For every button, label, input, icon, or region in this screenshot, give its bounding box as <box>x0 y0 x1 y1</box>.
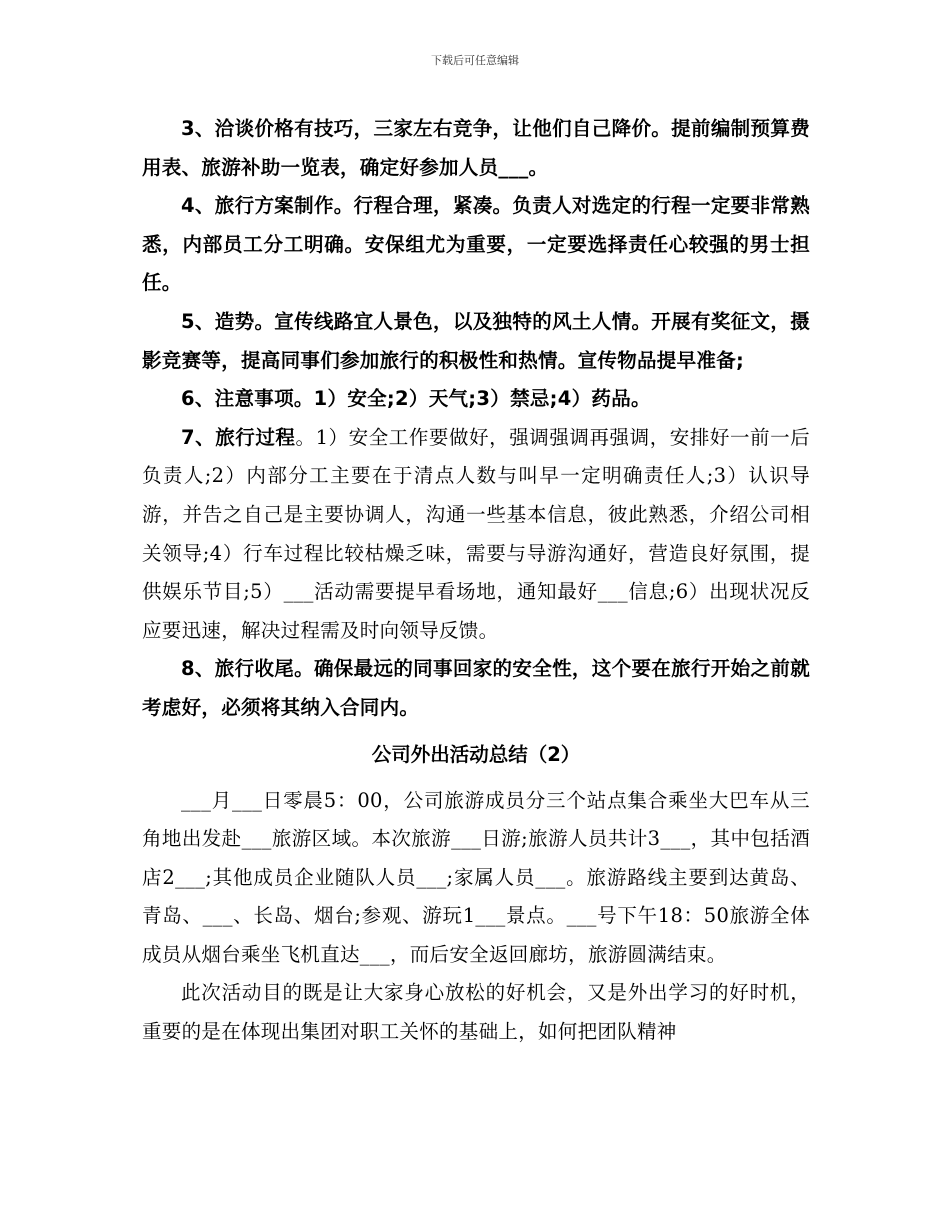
paragraph-item-7-body: 。1）安全工作要做好，强调强调再强调，安排好一前一后负责人;2）内部分工主要在于清点人数与叫早一定明确责任人;3）认识导游，并告之自己是主要协调人，沟通一些基本信息，彼此熟悉，介绍公司相关领导;4）行车过程比较枯燥乏味，需要与导游沟通好，营造良好氛围，提供娱乐节目;5）___活动需要提早看场地，通知最好___信息;6）出现状况反应要迅速，解决过程需及时向领导反馈。 <box>142 425 810 642</box>
paragraph-item-3: 3、洽谈价格有技巧，三家左右竞争，让他们自己降价。提前编制预算费用表、旅游补助一览表，确定好参加人员___。 <box>142 117 810 179</box>
document-body <box>142 110 810 1052</box>
section-title: 公司外出活动总结（2） <box>371 742 581 766</box>
section-paragraph-1: ___月___日零晨5：00，公司旅游成员分三个站点集合乘坐大巴车从三角地出发赴___旅游区域。本次旅游___日游;旅游人员共计3___，其中包括酒店2___;其他成员企业随队人员___;家属人员___。旅游路线主要到达黄岛、青岛、___、长岛、烟台;参观、游玩1___景点。___号下午18：50旅游全体成员从烟台乘坐飞机直达___，而后安全返回廊坊，旅游圆满结束。 <box>142 788 810 966</box>
paragraph-item-8: 8、旅行收尾。确保最远的同事回家的安全性，这个要在旅行开始之前就考虑好，必须将其纳入合同内。 <box>142 657 810 719</box>
section-paragraph-2: 此次活动目的既是让大家身心放松的好机会，又是外出学习的好时机，重要的是在体现出集团对职工关怀的基础上，如何把团队精神 <box>142 981 810 1044</box>
paragraph-item-4: 4、旅行方案制作。行程合理，紧凑。负责人对选定的行程一定要非常熟悉，内部员工分工明确。安保组尤为重要，一定要选择责任心较强的男士担任。 <box>142 194 810 295</box>
paragraph-item-7-lead: 7、旅行过程 <box>181 425 296 449</box>
paragraph-item-6: 6、注意事项。1）安全;2）天气;3）禁忌;4）药品。 <box>181 387 651 411</box>
paragraph-item-7 <box>142 419 810 651</box>
page-header-note: 下载后可任意编辑 <box>431 54 519 67</box>
paragraph-item-5: 5、造势。宣传线路宜人景色，以及独特的风土人情。开展有奖征文，摄影竞赛等，提高同事们参加旅行的积极性和热情。宣传物品提早准备; <box>142 309 810 372</box>
